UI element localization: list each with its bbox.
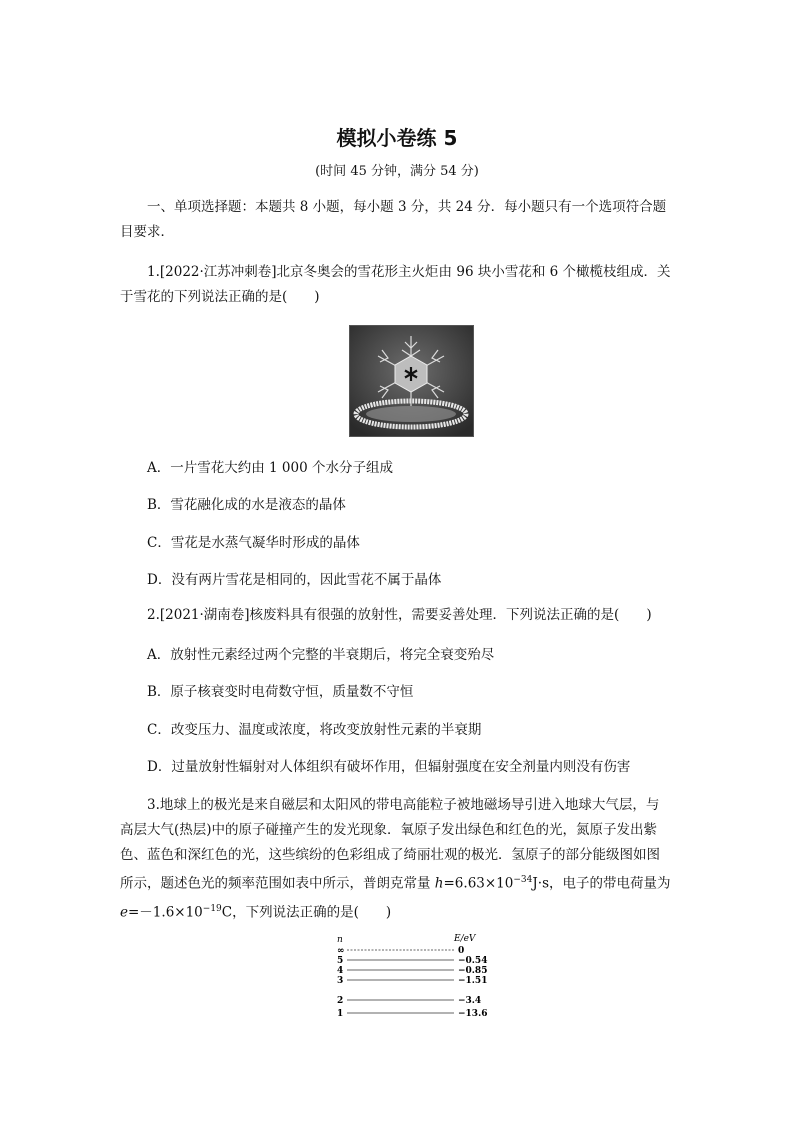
level-n-1: 1: [337, 1009, 344, 1019]
planck-symbol: h: [434, 875, 444, 892]
planck-value: =6.63×10: [443, 875, 514, 892]
question-1-option-c: C．雪花是水蒸气凝华时形成的晶体: [147, 535, 360, 551]
level-energy-inf: 0: [458, 946, 465, 956]
question-1-option-a: A．一片雪花大约由 1 000 个水分子组成: [147, 460, 393, 476]
section-heading-line2: 目要求．: [120, 224, 174, 240]
question-1-option-b: B．雪花融化成的水是液态的晶体: [147, 497, 346, 513]
question-1-line2: 于雪花的下列说法正确的是( ): [120, 289, 320, 305]
question-3-line3: 色、蓝色和深红色的光，这些缤纷的色彩组成了绮丽壮观的极光．氢原子的部分能级图如图: [120, 847, 660, 863]
level-n-4: 4: [337, 966, 344, 976]
planck-unit: J·s，电子的带电荷量为: [532, 875, 671, 892]
level-energy-3: −1.51: [458, 976, 488, 986]
page-title: 模拟小卷练 5: [336, 126, 458, 150]
question-3-line1: 3.地球上的极光是来自磁层和太阳风的带电高能粒子被地磁场导引进入地球大气层，与: [147, 797, 660, 813]
snowflake-torch-photo: [349, 325, 474, 437]
level-n-3: 3: [337, 976, 344, 986]
section-heading: [120, 195, 680, 245]
question-1-line1: 1.[2022·江苏冲刺卷]北京冬奥会的雪花形主火炬由 96 块小雪花和 6 个橄榄枝组成．关: [147, 264, 671, 280]
level-n-2: 2: [337, 996, 344, 1006]
question-3-line2: 高层大气(热层)中的原子碰撞产生的发光现象．氧原子发出绿色和红色的光，氮原子发出紫: [120, 822, 658, 838]
question-3-line4-pre: 所示，题述色光的频率范围如表中所示，普朗克常量: [120, 875, 435, 892]
question-1-option-d: D．没有两片雪花是相同的，因此雪花不属于晶体: [147, 572, 442, 588]
planck-exponent: −34: [513, 875, 533, 885]
question-2-option-d: D．过量放射性辐射对人体组织有破坏作用，但辐射强度在安全剂量内则没有伤害: [147, 759, 631, 775]
level-n-5: 5: [337, 956, 344, 966]
question-2-option-b: B．原子核衰变时电荷数守恒，质量数不守恒: [147, 684, 414, 700]
diagram-energy-label: E/eV: [454, 934, 476, 944]
question-2-option-c: C．改变压力、温度或浓度，将改变放射性元素的半衰期: [147, 722, 482, 738]
hydrogen-energy-level-diagram: [330, 930, 500, 1020]
level-energy-2: −3.4: [458, 996, 482, 1006]
question-3-line5: [93, 897, 391, 926]
diagram-n-label: n: [337, 935, 343, 945]
section-heading-line1: 一、单项选择题：本题共 8 小题，每小题 3 分，共 24 分．每小题只有一个选项符合题: [147, 199, 667, 215]
level-energy-4: −0.85: [458, 966, 488, 976]
level-energy-1: −13.6: [458, 1009, 488, 1019]
question-3-line4: [93, 868, 671, 897]
exam-time-info: (时间 45 分钟，满分 54 分): [315, 164, 479, 179]
level-n-inf: ∞: [337, 946, 345, 956]
electron-charge-symbol: e: [120, 904, 128, 920]
question-1-stem: [120, 260, 680, 310]
question-3-stem: [120, 793, 680, 925]
level-energy-5: −0.54: [458, 956, 488, 966]
electron-charge-value: =－1.6×10: [128, 904, 203, 920]
question-2-stem: 2.[2021·湖南卷]核废料具有很强的放射性，需要妥善处理．下列说法正确的是( ): [147, 607, 652, 623]
question-2-option-a: A．放射性元素经过两个完整的半衰期后，将完全衰变殆尽: [147, 647, 495, 663]
question-3-line5-post: C，下列说法正确的是( ): [221, 904, 392, 920]
electron-charge-exponent: −19: [202, 903, 222, 914]
